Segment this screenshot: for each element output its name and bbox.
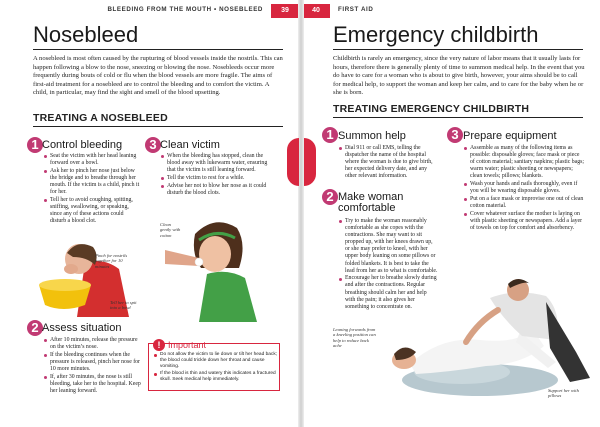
right-step-2-title: Make woman comfortable (338, 191, 404, 214)
book-gutter (298, 0, 304, 427)
step-3-title: Clean victim (160, 139, 220, 151)
childbirth-intro: Childbirth is rarely an emergency, since the very nature of labor means that it usually lasts for hours, therefore there is generally plenty of time to summon medical help. In the event that you do have to care for a woman who is about to give birth, however, your aims should be to call for medical help, to support the woman and keep her calm, and to care for the baby when he or she is born. (333, 55, 585, 97)
left-page-number: 39 (271, 4, 299, 18)
left-thumb-tab (287, 138, 299, 186)
nosebleed-intro: A nosebleed is most often caused by the rupturing of blood vessels inside the nostrils. This can happen following a blow to the nose, sneezing or blowing the nose. Nosebleeds occur more frequently during bouts of cold or flu when the blood vessels are more fragile. The aims of first-aid treatment for a nosebleed are to control the bleeding and to comfort the victim. A child, in particular, may find the sight and smell of the blood upsetting. (33, 55, 283, 97)
step-1-badge: 1 (27, 137, 43, 153)
right-step-3-list (463, 145, 585, 233)
list-item: Encourage her to breathe slowly during and after the contractions. Regular breathing should calm her and help with the pain; it also gives her something to concentrate on. (338, 275, 438, 310)
right-step-1-title: Summon help (338, 130, 406, 142)
exclamation-icon: ! (153, 339, 165, 351)
nosebleed-section-header: TREATING A NOSEBLEED (33, 112, 168, 124)
list-item: Advise her not to blow her nose as it could disturb the blood clots. (160, 183, 272, 197)
leaning-caption: Leaning forwards from a kneeling position can help to reduce back ache (333, 327, 376, 349)
step-1-title: Control bleeding (42, 139, 123, 151)
step-3-list (160, 153, 272, 197)
title-rule-right (333, 49, 583, 50)
section-rule-right (333, 117, 583, 118)
step-2-title: Assess situation (42, 322, 122, 334)
pinch-caption: Pinch for nostrils together for 10 minutes (95, 253, 128, 269)
list-item: Dial 911 or call EMS, telling the dispatcher the name of the hospital where the woman is due to give birth, her expected delivery date, and any other relevant information. (338, 145, 438, 180)
step-1-list (43, 153, 141, 226)
title-rule (33, 49, 283, 50)
right-step-1-badge: 1 (322, 127, 338, 143)
tilt-caption: Tell her to spit into a bowl (110, 300, 137, 311)
list-item: Do not allow the victim to lie down or tilt her head back; the blood could trickle down her throat and cause vomiting. (154, 352, 278, 370)
list-item: Put on a face mask or improvise one out of clean cotton material. (463, 196, 585, 210)
left-running-title: BLEEDING FROM THE MOUTH • NOSEBLEED (107, 6, 263, 13)
list-item: If the blood is thin and watery this indicates a fractured skull. Seek medical help immediately. (154, 371, 278, 383)
right-step-3-badge: 3 (447, 127, 463, 143)
list-item: When the bleeding has stopped, clean the blood away with lukewarm water, ensuring that the victim is still leaning forward. (160, 153, 272, 174)
right-thumb-tab (304, 138, 316, 186)
important-title: Important (168, 340, 207, 350)
childbirth-section-header: TREATING EMERGENCY CHILDBIRTH (333, 103, 530, 115)
list-item: If the bleeding continues when the pressure is released, pinch her nose for 10 more minutes. (43, 352, 141, 373)
list-item: Seat the victim with her head leaning forward over a bowl. (43, 153, 141, 167)
left-header (0, 4, 271, 18)
list-item: Assemble as many of the following items as possible: disposable gloves; face mask or piece of cotton material; sanitary napkins; plastic bags; warm water; plastic sheeting or newspapers; clean towels; pillows; blankets. (463, 145, 585, 180)
section-rule (33, 126, 283, 127)
list-item: If, after 30 minutes, the nose is still bleeding, take her to the hospital. Keep her leaning forward. (43, 374, 141, 395)
right-step-1-list (338, 145, 438, 181)
step-2-badge: 2 (27, 320, 43, 336)
list-item: Cover whatever surface the mother is laying on with plastic sheeting or newspapers. Add a layer of towels on top for comfort and absorbency. (463, 211, 585, 232)
list-item: Tell her to avoid coughing, spitting, sniffing, swallowing, or speaking, since any of these actions could disturb a blood clot. (43, 197, 141, 225)
childbirth-title: Emergency childbirth (333, 22, 539, 47)
step-2-list (43, 337, 141, 396)
list-item: Tell the victim to rest for a while. (160, 175, 272, 182)
list-item: Wash your hands and nails thoroughly, even if you will be wearing disposable gloves. (463, 181, 585, 195)
nosebleed-title: Nosebleed (33, 22, 139, 47)
right-page-number: 40 (302, 4, 330, 18)
support-caption: Support her with pillows (548, 388, 579, 399)
list-item: Try to make the woman reasonably comfortable as she copes with the contractions. She may want to sit propped up, with her knees drawn up, or she may prefer to kneel, with her upper body leaning on some pillows or folded blankets. It is best to take the lead from her as to what is comfortable. (338, 218, 438, 275)
clean-caption: Clean gently with cotton (160, 222, 181, 238)
step-3-badge: 3 (145, 137, 161, 153)
right-step-3-title: Prepare equipment (463, 130, 557, 142)
right-running-title: FIRST AID (338, 6, 374, 13)
childbirth-photo (370, 268, 595, 398)
important-list (154, 352, 278, 384)
list-item: After 10 minutes, release the pressure on the victim’s nose. (43, 337, 141, 351)
list-item: Ask her to pinch her nose just below the bridge and to breathe through her mouth. If the victim is a child, pinch it for her. (43, 168, 141, 196)
right-step-2-badge: 2 (322, 189, 338, 205)
